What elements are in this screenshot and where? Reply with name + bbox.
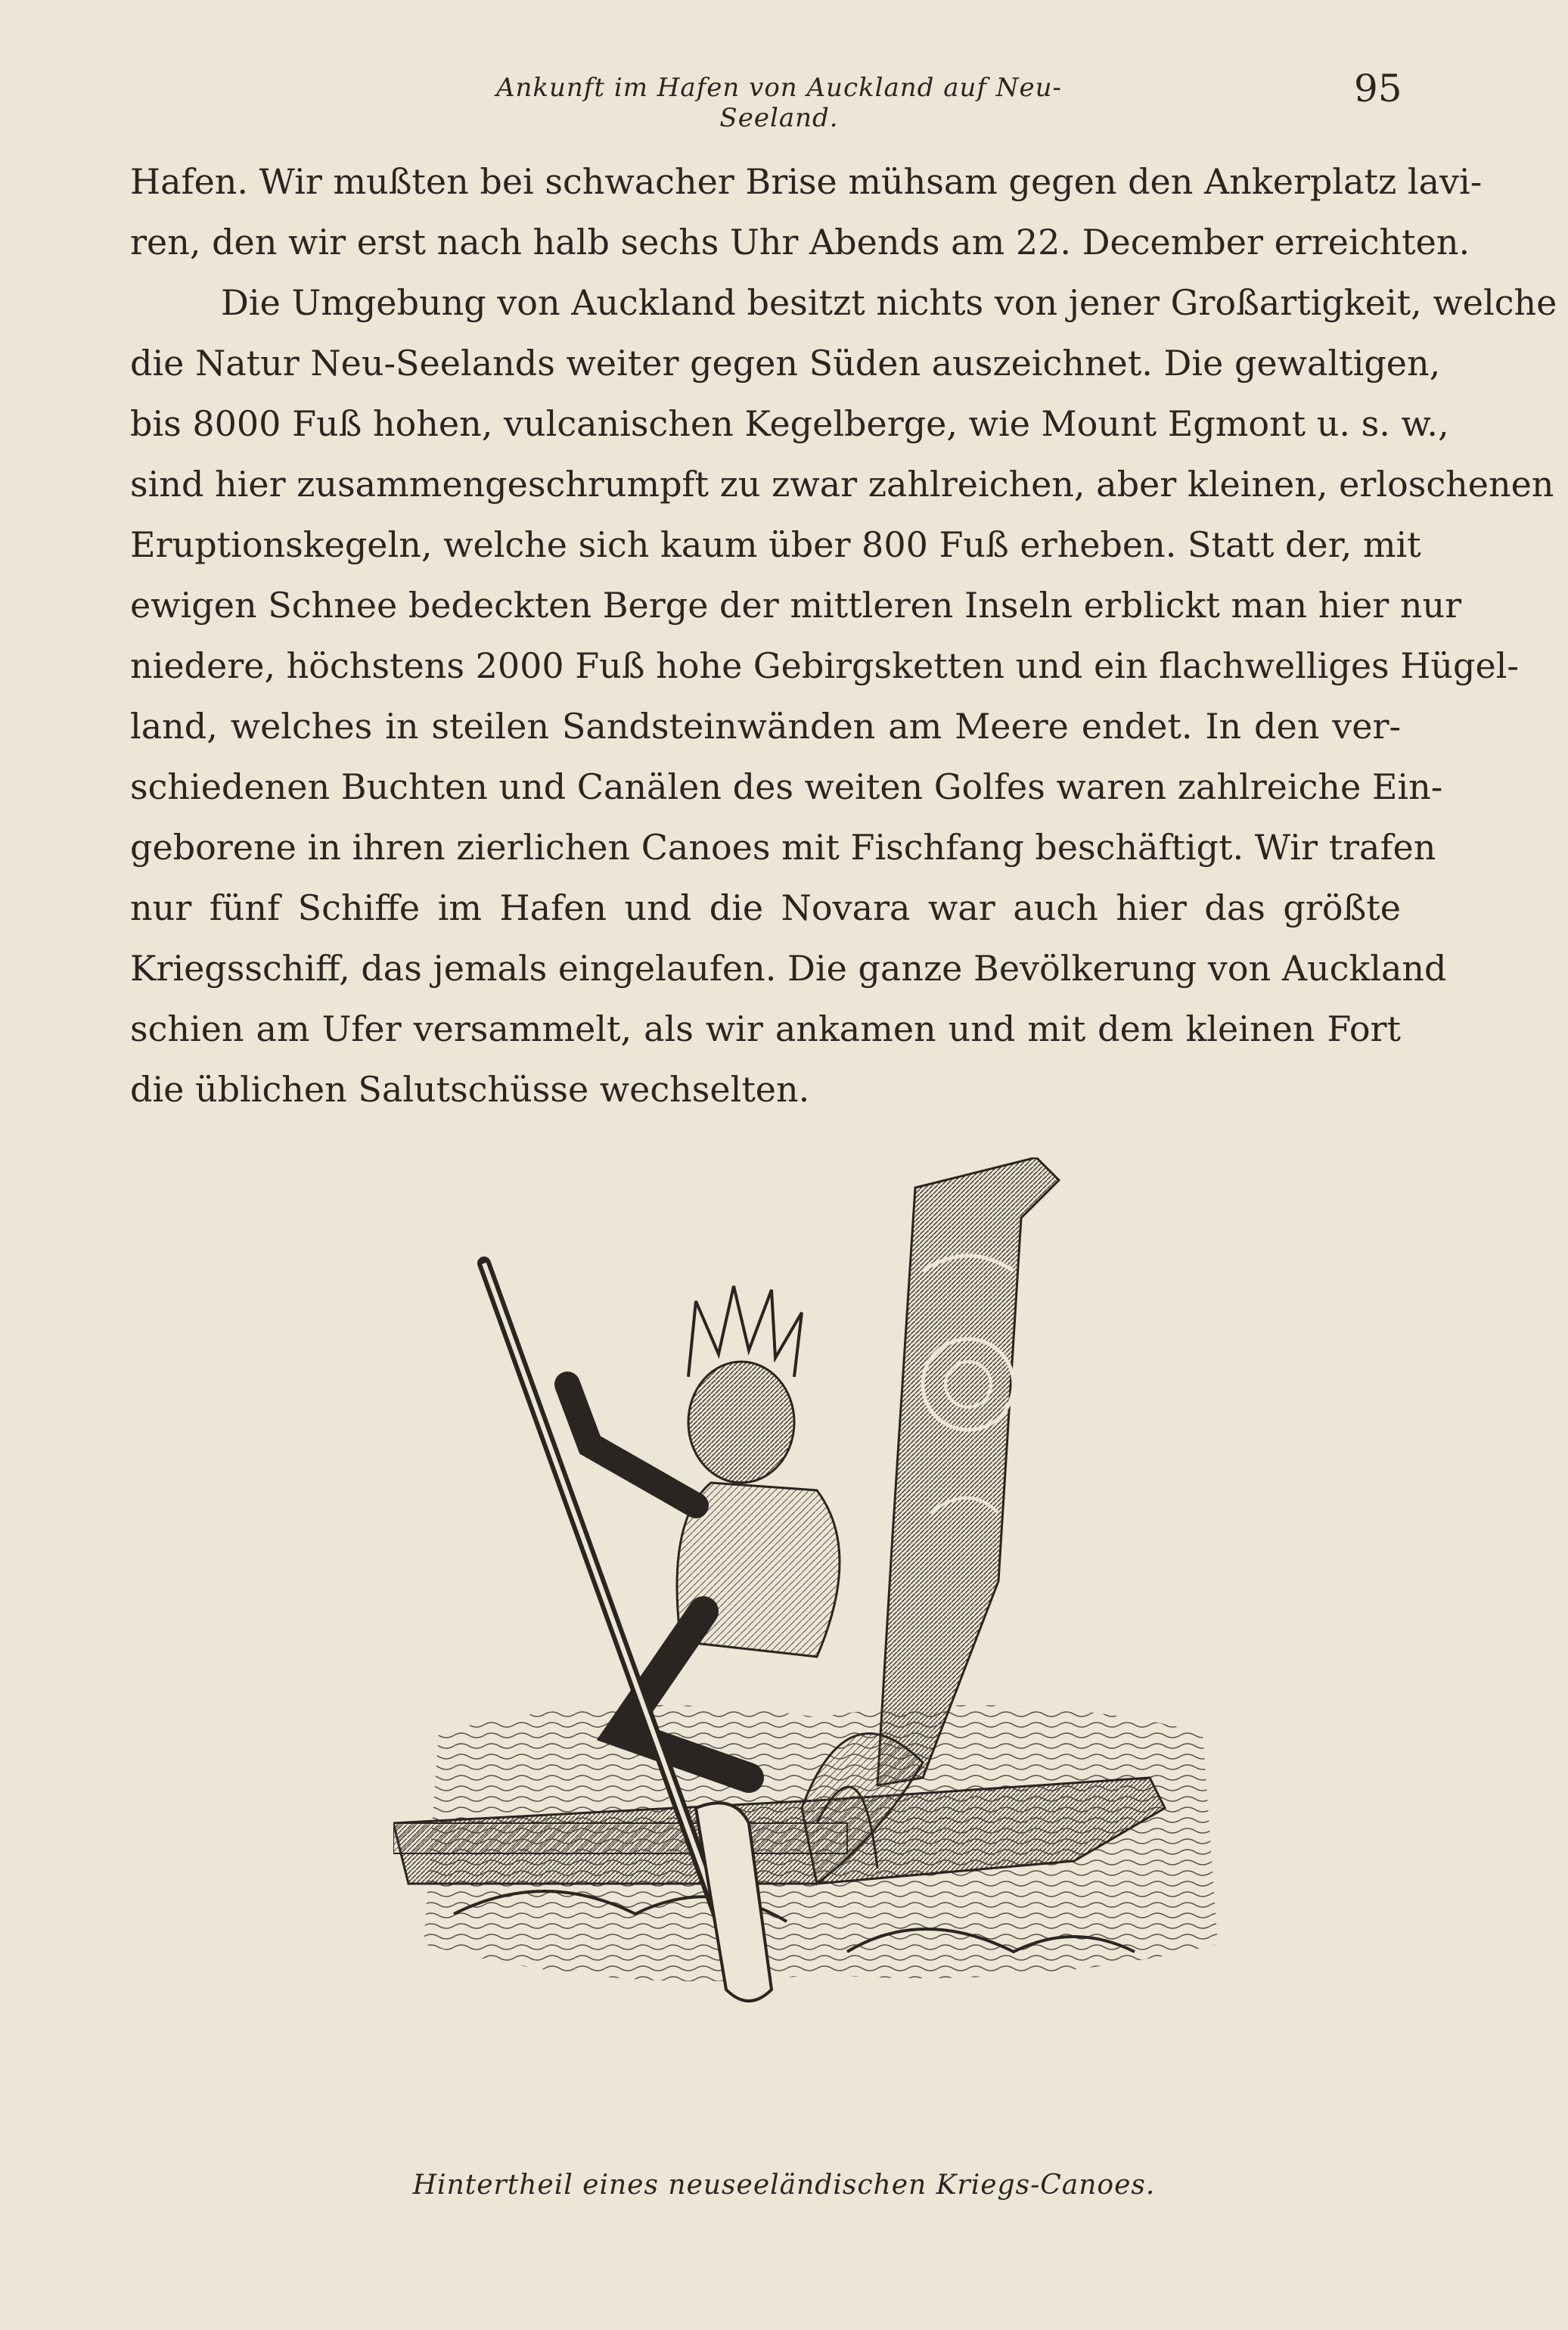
- text-line: ren, den wir erst nach halb sechs Uhr Abends am 22. December erreichten.: [130, 222, 1470, 263]
- text-line: land, welches in steilen Sandsteinwänden am Meere endet. In den ver-: [130, 706, 1401, 747]
- text-line: Hafen. Wir mußten bei schwacher Brise mühsam gegen den Ankerplatz lavi-: [130, 161, 1483, 202]
- text-line: niedere, höchstens 2000 Fuß hohe Gebirgsketten und ein flachwelliges Hügel-: [130, 645, 1519, 686]
- text-line: die üblichen Salutschüsse wechselten.: [130, 1069, 810, 1110]
- paddler-figure: [567, 1286, 840, 1778]
- text-line: nur fünf Schiffe im Hafen und die Novara war auch hier das größte: [130, 887, 1401, 928]
- figure-caption: Hintertheil eines neuseeländischen Kriegs-Canoes.: [412, 2170, 1156, 2201]
- page-number: 95: [1354, 67, 1402, 110]
- text-line: Kriegsschiff, das jemals eingelaufen. Die ganze Bevölkerung von Auckland: [130, 948, 1447, 989]
- running-head: [0, 67, 1568, 133]
- carved-sternpost: [877, 1157, 1059, 1785]
- text-line: Die Umgebung von Auckland besitzt nichts von jener Großartigkeit, welche: [221, 282, 1557, 323]
- text-line: geborene in ihren zierlichen Canoes mit Fischfang beschäftigt. Wir trafen: [130, 827, 1436, 868]
- text-line: die Natur Neu-Seelands weiter gegen Süden auszeichnet. Die gewaltigen,: [130, 343, 1441, 384]
- text-line: Eruptionskegeln, welche sich kaum über 800 Fuß erheben. Statt der, mit: [130, 524, 1421, 565]
- text-line: schien am Ufer versammelt, als wir ankamen und mit dem kleinen Fort: [130, 1008, 1401, 1049]
- canoe-engraving: [393, 1157, 1248, 2080]
- body-text: [130, 151, 1557, 1120]
- running-title: Ankunft im Hafen von Auckland auf Neu-Seeland.: [495, 73, 1063, 133]
- text-line: ewigen Schnee bedeckten Berge der mittleren Inseln erblickt man hier nur: [130, 585, 1462, 626]
- text-line: schiedenen Buchten und Canälen des weiten Golfes waren zahlreiche Ein-: [130, 766, 1443, 807]
- text-line: bis 8000 Fuß hohen, vulcanischen Kegelberge, wie Mount Egmont u. s. w.,: [130, 403, 1449, 444]
- text-line: sind hier zusammengeschrumpft zu zwar zahlreichen, aber kleinen, erloschenen: [130, 464, 1554, 505]
